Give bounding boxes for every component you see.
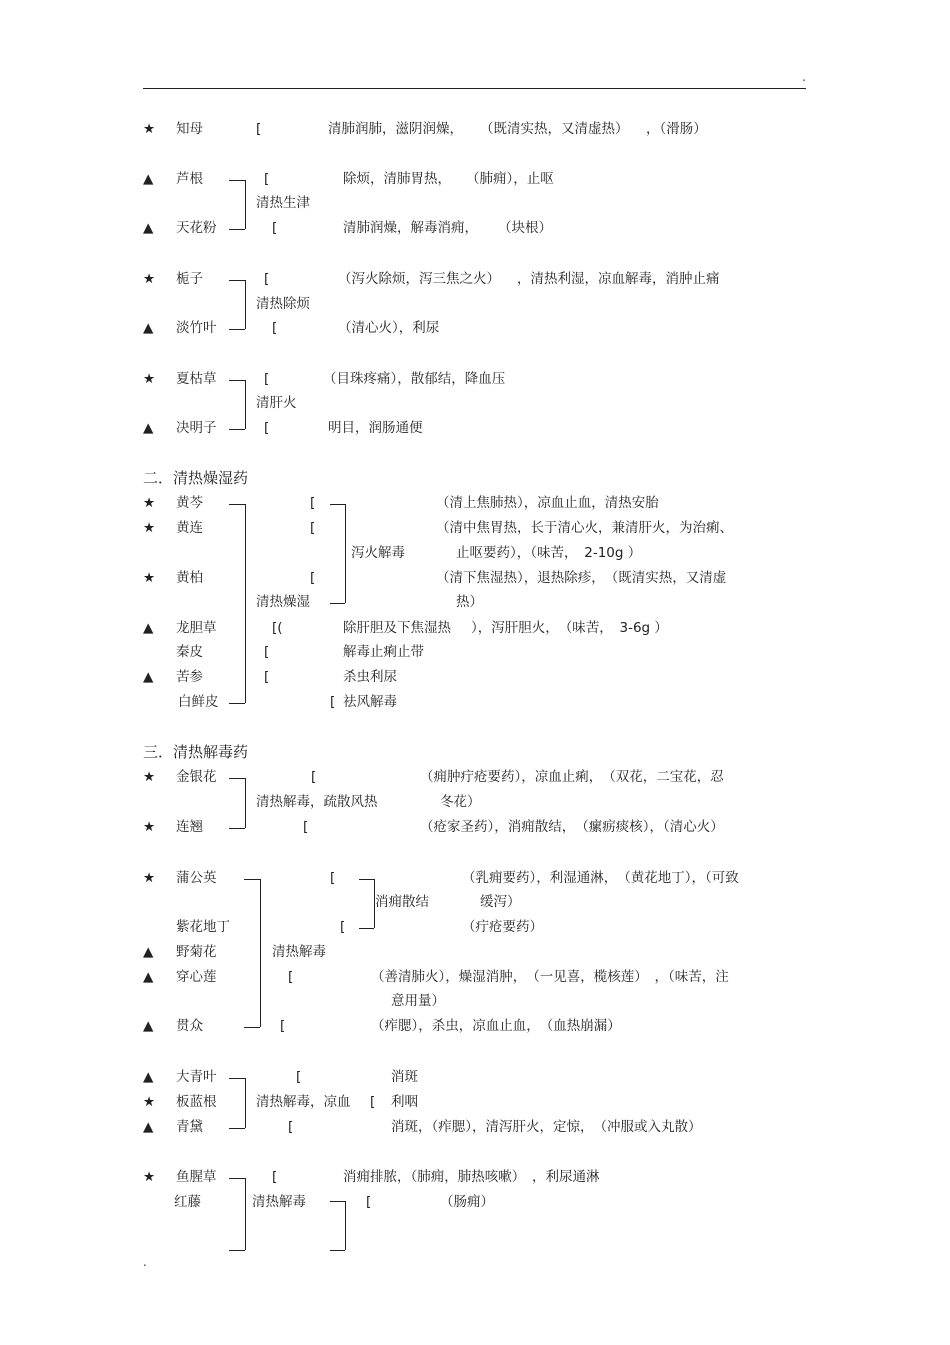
herb-name: 黄连 [176,520,203,536]
group-label: 清热燥湿 [256,594,310,610]
herb-note: ），泻肝胆火， （味苦， 3-6g ） [471,620,668,636]
herb-name: 野菊花 [176,944,217,960]
herb-effect: 祛风解毒 [343,694,397,710]
bracket: [ [272,320,278,336]
mark-triangle: ▲ [143,1119,154,1135]
herb-effect: 利咽 [391,1094,418,1110]
mark-star: ★ [143,271,156,287]
brace-line [229,828,245,829]
herb-effect: ，清热利湿，凉血解毒，消肿止痛 [517,271,720,287]
brace-line [229,180,245,181]
bracket: [ [311,769,317,785]
herb-effect: 清肺润肺，滋阴润燥， [328,121,463,137]
herb-note: （乳痈要药），利湿通淋， （黄花地丁），（可致 [462,870,739,886]
herb-effect: 消痈排脓，（肺痈，肺热咳嗽） ，利尿通淋 [343,1169,600,1185]
herb-note: （善清肺火），燥湿消肿， （一见喜，榄核莲） ，（味苦，注 [371,969,729,985]
mark-triangle: ▲ [143,220,154,236]
group-label: 泻火解毒 [351,545,405,561]
bracket: [ [288,969,294,985]
herb-note: （既清实热，又清虚热） [480,121,629,137]
bracket: [ [272,220,278,236]
herb-name: 黄柏 [176,570,203,586]
brace-line [229,703,245,704]
bracket: [ [310,570,316,586]
bracket: [ [296,1069,302,1085]
group-label: 清热解毒 [272,944,326,960]
herb-note: （疔疮要药） [462,919,543,935]
herb-effect: 解毒止痢止带 [343,644,424,660]
brace-line [359,879,374,880]
herb-name: 鱼腥草 [176,1169,217,1185]
mark-triangle: ▲ [143,944,154,960]
brace-line [229,1078,245,1079]
bracket: [ [366,1194,372,1210]
bracket: [ [264,371,270,387]
herb-name: 天花粉 [176,220,217,236]
bracket: [ [256,121,262,137]
mark-triangle: ▲ [143,420,154,436]
bracket: [ [264,271,270,287]
herb-note: （块根） [498,220,552,236]
brace-line [330,1201,345,1202]
brace-line [229,1128,245,1129]
bracket: [ [280,1018,286,1034]
herb-effect: 杀虫利尿 [343,669,397,685]
brace-line [229,380,245,381]
herb-name: 苦参 [176,669,203,685]
herb-name: 栀子 [176,271,203,287]
herb-name: 决明子 [176,420,217,436]
bracket: [ [264,171,270,187]
herb-name: 淡竹叶 [176,320,217,336]
mark-star: ★ [143,495,156,511]
herb-name: 大青叶 [176,1069,217,1085]
brace-line [229,1250,245,1251]
mark-triangle: ▲ [143,620,154,636]
group-label: 清热解毒，疏散风热 [256,794,378,810]
herb-name: 连翘 [176,819,203,835]
herb-name: 金银花 [176,769,217,785]
footer-corner-mark: . [143,1255,147,1269]
brace-line [229,1178,245,1179]
bracket: [( [272,620,283,636]
bracket: [ [310,495,316,511]
herb-note-cont: 冬花） [440,794,481,810]
bracket: [ [264,420,270,436]
herb-name: 芦根 [176,171,203,187]
bracket: [ [288,1119,294,1135]
herb-effect: 明目，润肠通便 [328,420,423,436]
brace-line [359,928,374,929]
herb-extra: ，（滑肠） [646,121,707,137]
bracket: [ [310,520,316,536]
group-label: 清热解毒 [252,1194,306,1210]
mark-star: ★ [143,819,156,835]
mark-triangle: ▲ [143,320,154,336]
herb-note: （痄腮），杀虫，凉血止血， （血热崩漏） [371,1018,621,1034]
herb-effect: 清肺润燥，解毒消痈， [343,220,478,236]
bracket: [ [264,669,270,685]
mark-triangle: ▲ [143,1018,154,1034]
brace-line [260,879,261,1027]
section-heading: 三．清热解毒药 [143,743,249,761]
herb-name: 蒲公英 [176,870,217,886]
herb-name: 贯众 [176,1018,203,1034]
mark-triangle: ▲ [143,969,154,985]
herb-name: 白鲜皮 [178,694,219,710]
mark-triangle: ▲ [143,669,154,685]
brace-line [245,1178,246,1250]
herb-effect: 除烦，清肺胃热， [343,171,451,187]
section-heading: 二．清热燥湿药 [143,469,249,487]
herb-name: 夏枯草 [176,371,217,387]
herb-effect: 除肝胆及下焦湿热 [343,620,451,636]
brace-line [229,504,245,505]
brace-line [245,380,246,429]
brace-line [345,1201,346,1250]
mark-star: ★ [143,1094,156,1110]
bracket: [ [340,919,346,935]
herb-note: （疮家圣药），消痈散结， （瘰疬痰核），（清心火） [420,819,724,835]
mark-star: ★ [143,570,156,586]
herb-name: 秦皮 [176,644,203,660]
brace-line [244,879,260,880]
brace-line [245,1078,246,1128]
herb-note: （清中焦胃热，长于清心火，兼清肝火，为治痢、 [436,520,733,536]
bracket: [ [272,1169,278,1185]
mark-triangle: ▲ [143,1069,154,1085]
group-label: 清肝火 [256,395,297,411]
brace-line [245,280,246,329]
mark-star: ★ [143,769,156,785]
herb-name: 黄芩 [176,495,203,511]
bracket: [ [330,870,336,886]
herb-note: （清下焦湿热），退热除疹， （既清实热，又清虚 [436,570,727,586]
group-label: 清热除烦 [256,296,310,312]
brace-line [245,504,246,703]
brace-line [244,1027,260,1028]
mark-star: ★ [143,121,156,137]
brace-line [330,1250,345,1251]
herb-note: （痈肿疔疮要药），凉血止痢， （双花，二宝花，忍 [420,769,724,785]
brace-line [229,329,245,330]
herb-effect: 消斑，（痄腮），清泻肝火，定惊， （冲服或入丸散） [391,1119,702,1135]
mark-star: ★ [143,371,156,387]
herb-name: 穿心莲 [176,969,217,985]
group-label: 清热解毒，凉血 [256,1094,351,1110]
brace-line [245,778,246,828]
mark-triangle: ▲ [143,171,154,187]
herb-note: （肠痈） [440,1194,494,1210]
brace-line [374,879,375,928]
brace-line [245,180,246,229]
mark-star: ★ [143,870,156,886]
herb-note-cont: 热） [456,594,483,610]
mark-star: ★ [143,520,156,536]
group-label: 消痈散结 [375,894,429,910]
herb-note-cont: 缓泻） [480,894,521,910]
bracket: [ [330,694,336,710]
herb-name: 知母 [176,121,203,137]
herb-note-cont: 意用量） [391,993,445,1009]
herb-name: 青黛 [176,1119,203,1135]
herb-name: 紫花地丁 [176,919,230,935]
group-label: 清热生津 [256,195,310,211]
brace-line [229,280,245,281]
header-corner-mark: . [802,70,806,84]
herb-note: （清上焦肺热），凉血止血，清热安胎 [436,495,659,511]
brace-line [330,504,345,505]
herb-name: 龙胆草 [176,620,217,636]
herb-name: 红藤 [174,1194,201,1210]
herb-note: （肺痈），止呕 [466,171,554,187]
brace-line [229,778,245,779]
herb-note: （目珠疼痛），散郁结，降血压 [323,371,506,387]
herb-note-cont: 止呕要药），（味苦， 2-10g ） [456,545,642,561]
herb-note: （清心火），利尿 [338,320,440,336]
bracket: [ [303,819,309,835]
brace-line [229,429,245,430]
brace-line [345,504,346,603]
bracket: [ [264,644,270,660]
herb-note: （泻火除烦，泻三焦之火） [338,271,500,287]
header-rule [143,88,806,89]
herb-effect: 消斑 [391,1069,418,1085]
mark-star: ★ [143,1169,156,1185]
bracket: [ [370,1094,376,1110]
herb-name: 板蓝根 [176,1094,217,1110]
brace-line [229,229,245,230]
brace-line [330,603,345,604]
